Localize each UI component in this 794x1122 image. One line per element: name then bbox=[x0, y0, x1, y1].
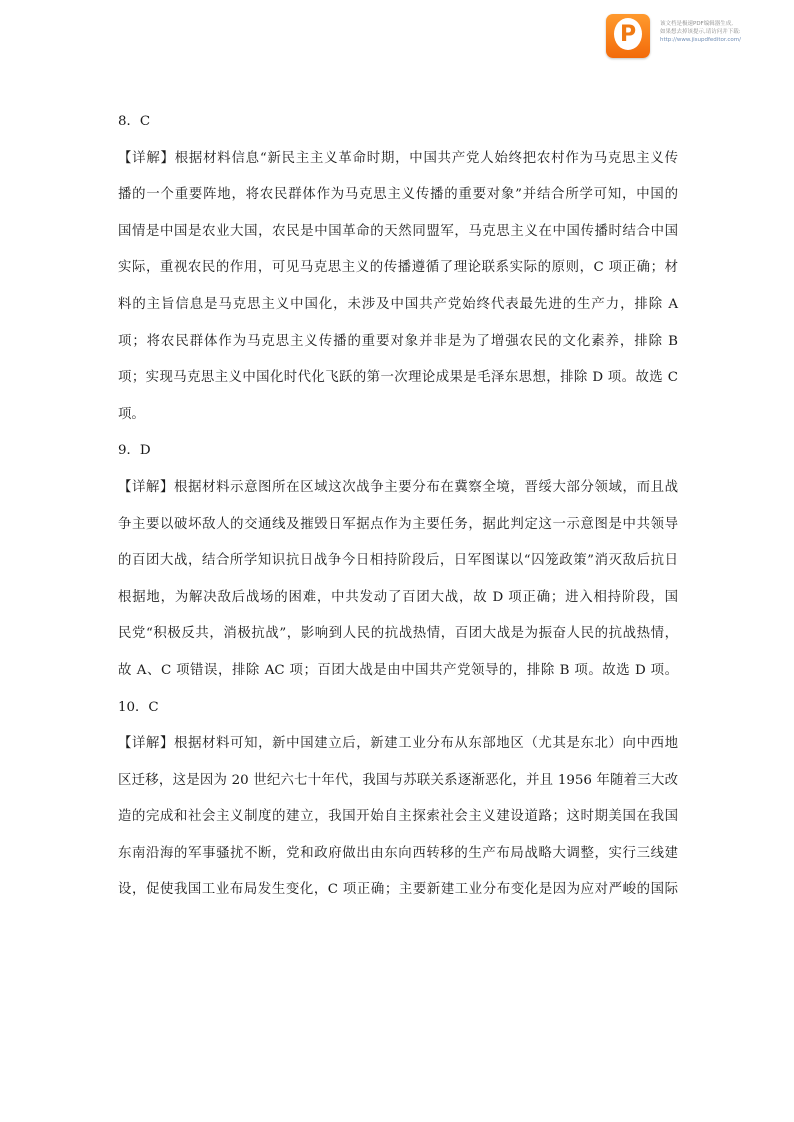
watermark-url[interactable]: http://www.jisupdfeditor.com/ bbox=[660, 37, 741, 43]
text-line: 【详解】根据材料示意图所在区域这次战争主要分布在冀察全境，晋绥大部分领域，而且战 bbox=[118, 479, 678, 495]
pdf-editor-logo-icon bbox=[606, 14, 650, 58]
text-line: 争主要以破坏敌人的交通线及摧毁日军据点作为主要任务，据此判定这一示意图是中共领导 bbox=[118, 516, 678, 532]
text-line: 项。 bbox=[118, 406, 145, 422]
pdf-editor-watermark bbox=[606, 14, 741, 58]
text-line: 料的主旨信息是马克思主义中国化，未涉及中国共产党始终代表最先进的生产力，排除 A bbox=[118, 296, 678, 312]
text-line: 9．D bbox=[118, 443, 151, 459]
text-line: 东南沿海的军事骚扰不断，党和政府做出由东向西转移的生产布局战略大调整，实行三线建 bbox=[118, 845, 678, 861]
text-line: 故 A、C 项错误，排除 AC 项；百团大战是由中国共产党领导的，排除 B 项。故选 D 项。 bbox=[118, 662, 678, 678]
text-line: 实际，重视农民的作用，可见马克思主义的传播遵循了理论联系实际的原则，C 项正确；材 bbox=[118, 260, 678, 276]
text-line: 的百团大战，结合所学知识抗日战争今日相持阶段后，日军图谋以“囚笼政策”消灭敌后抗日 bbox=[118, 553, 678, 569]
text-line: 造的完成和社会主义制度的建立，我国开始自主探索社会主义建设道路；这时期美国在我国 bbox=[118, 809, 678, 825]
text-line: 项；将农民群体作为马克思主义传播的重要对象并非是为了增强农民的文化素养，排除 B bbox=[118, 333, 678, 349]
text-line: 8．C bbox=[118, 114, 151, 129]
logo-letter: P bbox=[614, 18, 642, 50]
document-body bbox=[118, 104, 678, 909]
text-line: 设，促使我国工业布局发生变化，C 项正确；主要新建工业分布变化是因为应对严峻的国际 bbox=[118, 882, 678, 898]
text-line: 民党“积极反共，消极抗战”，影响到人民的抗战热情，百团大战是为振奋人民的抗战热情， bbox=[118, 626, 678, 642]
watermark-line: 该文档是极速PDF编辑器生成, bbox=[660, 21, 733, 27]
text-line: 10．C bbox=[118, 699, 159, 715]
text-line: 根据地，为解决敌后战场的困难，中共发动了百团大战，故 D 项正确；进入相持阶段，国 bbox=[118, 589, 678, 605]
text-line: 国情是中国是农业大国，农民是中国革命的天然同盟军，马克思主义在中国传播时结合中国 bbox=[118, 223, 678, 239]
text-line: 区迁移，这是因为 20 世纪六七十年代，我国与苏联关系逐渐恶化，并且 1956 年随着三大改 bbox=[118, 772, 678, 788]
text-line: 项；实现马克思主义中国化时代化飞跃的第一次理论成果是毛泽东思想，排除 D 项。故选 C bbox=[118, 370, 678, 386]
text-line: 播的一个重要阵地，将农民群体作为马克思主义传播的重要对象”并结合所学可知，中国的 bbox=[118, 187, 678, 203]
text-line: 【详解】根据材料可知，新中国建立后，新建工业分布从东部地区（尤其是东北）向中西地 bbox=[118, 736, 678, 752]
watermark-text bbox=[660, 20, 741, 44]
text-line: 【详解】根据材料信息“新民主主义革命时期，中国共产党人始终把农村作为马克思主义传 bbox=[118, 150, 678, 166]
watermark-line: 如果想去掉该提示,请访问并下载: bbox=[660, 29, 741, 35]
